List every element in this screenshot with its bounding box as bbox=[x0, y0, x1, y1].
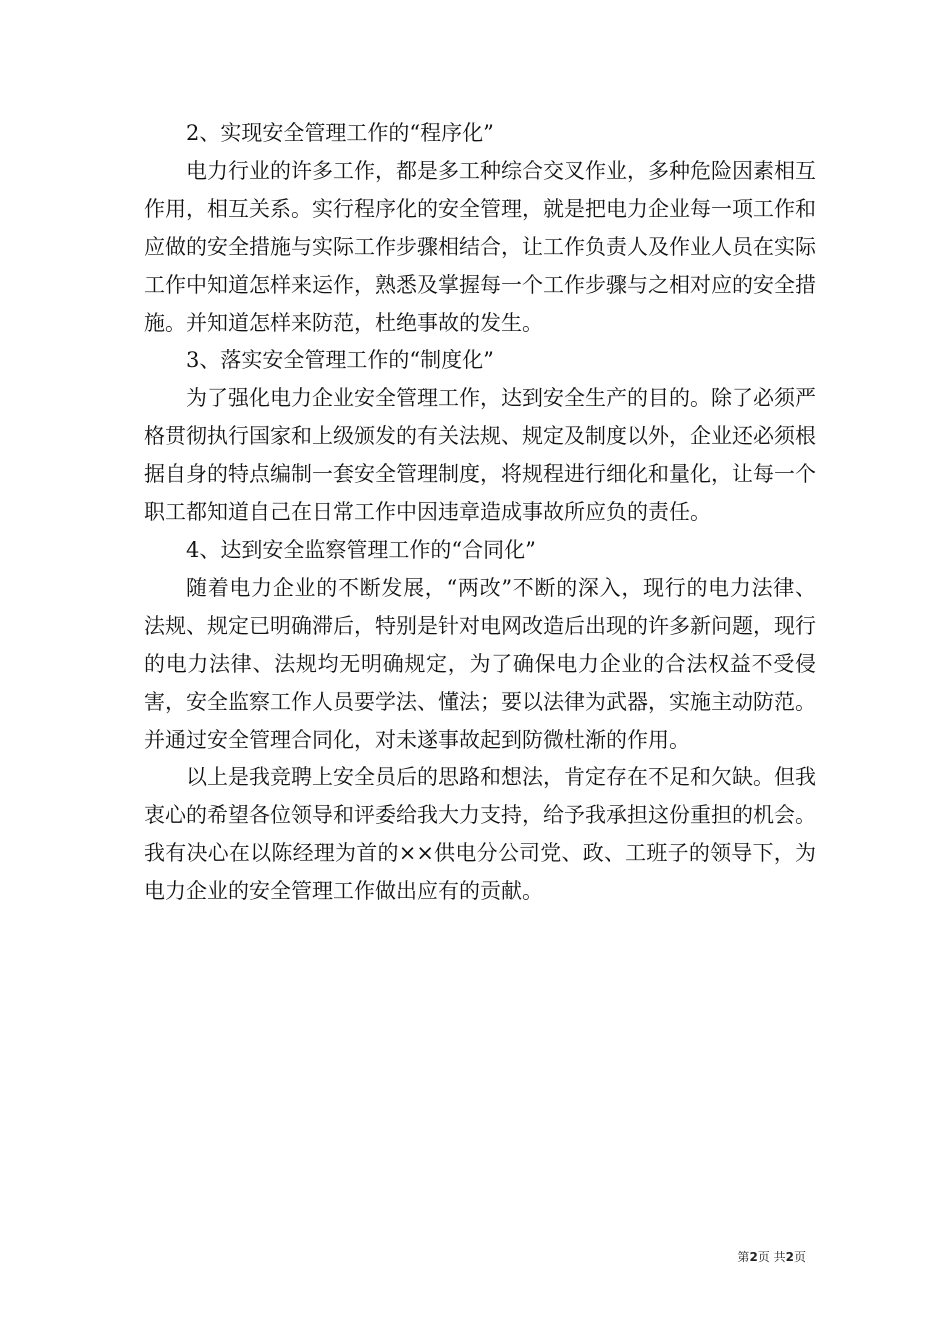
section-4-heading: 4、达到安全监察管理工作的“合同化” bbox=[186, 537, 536, 562]
footer-middle: 页 共 bbox=[757, 1250, 786, 1264]
conclusion-paragraph: 以上是我竞聘上安全员后的思路和想法，肯定存在不足和欠缺。但我衷心的希望各位领导和评委给我大力支持，给予我承担这份重担的机会。我有决心在以陈经理为首的××供电分公司党、政、工班子的领导下，为电力企业的安全管理工作做出应有的贡献。 bbox=[144, 765, 816, 904]
document-body bbox=[144, 115, 816, 911]
page-footer bbox=[0, 1248, 806, 1265]
section-3-paragraph: 为了强化电力企业安全管理工作，达到安全生产的目的。除了必须严格贯彻执行国家和上级颁发的有关法规、规定及制度以外，企业还必须根据自身的特点编制一套安全管理制度，将规程进行细化和量化，让每一个职工都知道自己在日常工作中因违章造成事故所应负的责任。 bbox=[144, 386, 816, 525]
section-3-heading: 3、落实安全管理工作的“制度化” bbox=[186, 348, 494, 373]
section-2-heading: 2、实现安全管理工作的“程序化” bbox=[186, 121, 494, 145]
current-page-number: 2 bbox=[749, 1250, 758, 1264]
section-2-paragraph: 电力行业的许多工作，都是多工种综合交叉作业，多种危险因素相互作用，相互关系。实行程序化的安全管理，就是把电力企业每一项工作和应做的安全措施与实际工作步骤相结合，让工作负责人及作业人员在实际工作中知道怎样来运作，熟悉及掌握每一个工作步骤与之相对应的安全措施。并知道怎样来防范，杜绝事故的发生。 bbox=[144, 158, 816, 335]
section-4-paragraph: 随着电力企业的不断发展，“两改”不断的深入，现行的电力法律、法规、规定已明确滞后，特别是针对电网改造后出现的许多新问题，现行的电力法律、法规均无明确规定，为了确保电力企业的合法权益不受侵害，安全监察工作人员要学法、懂法；要以法律为武器，实施主动防范。并通过安全管理合同化，对未遂事故起到防微杜渐的作用。 bbox=[144, 575, 816, 752]
total-pages-number: 2 bbox=[785, 1250, 794, 1264]
footer-prefix: 第 bbox=[737, 1250, 750, 1264]
footer-suffix: 页 bbox=[793, 1250, 806, 1264]
